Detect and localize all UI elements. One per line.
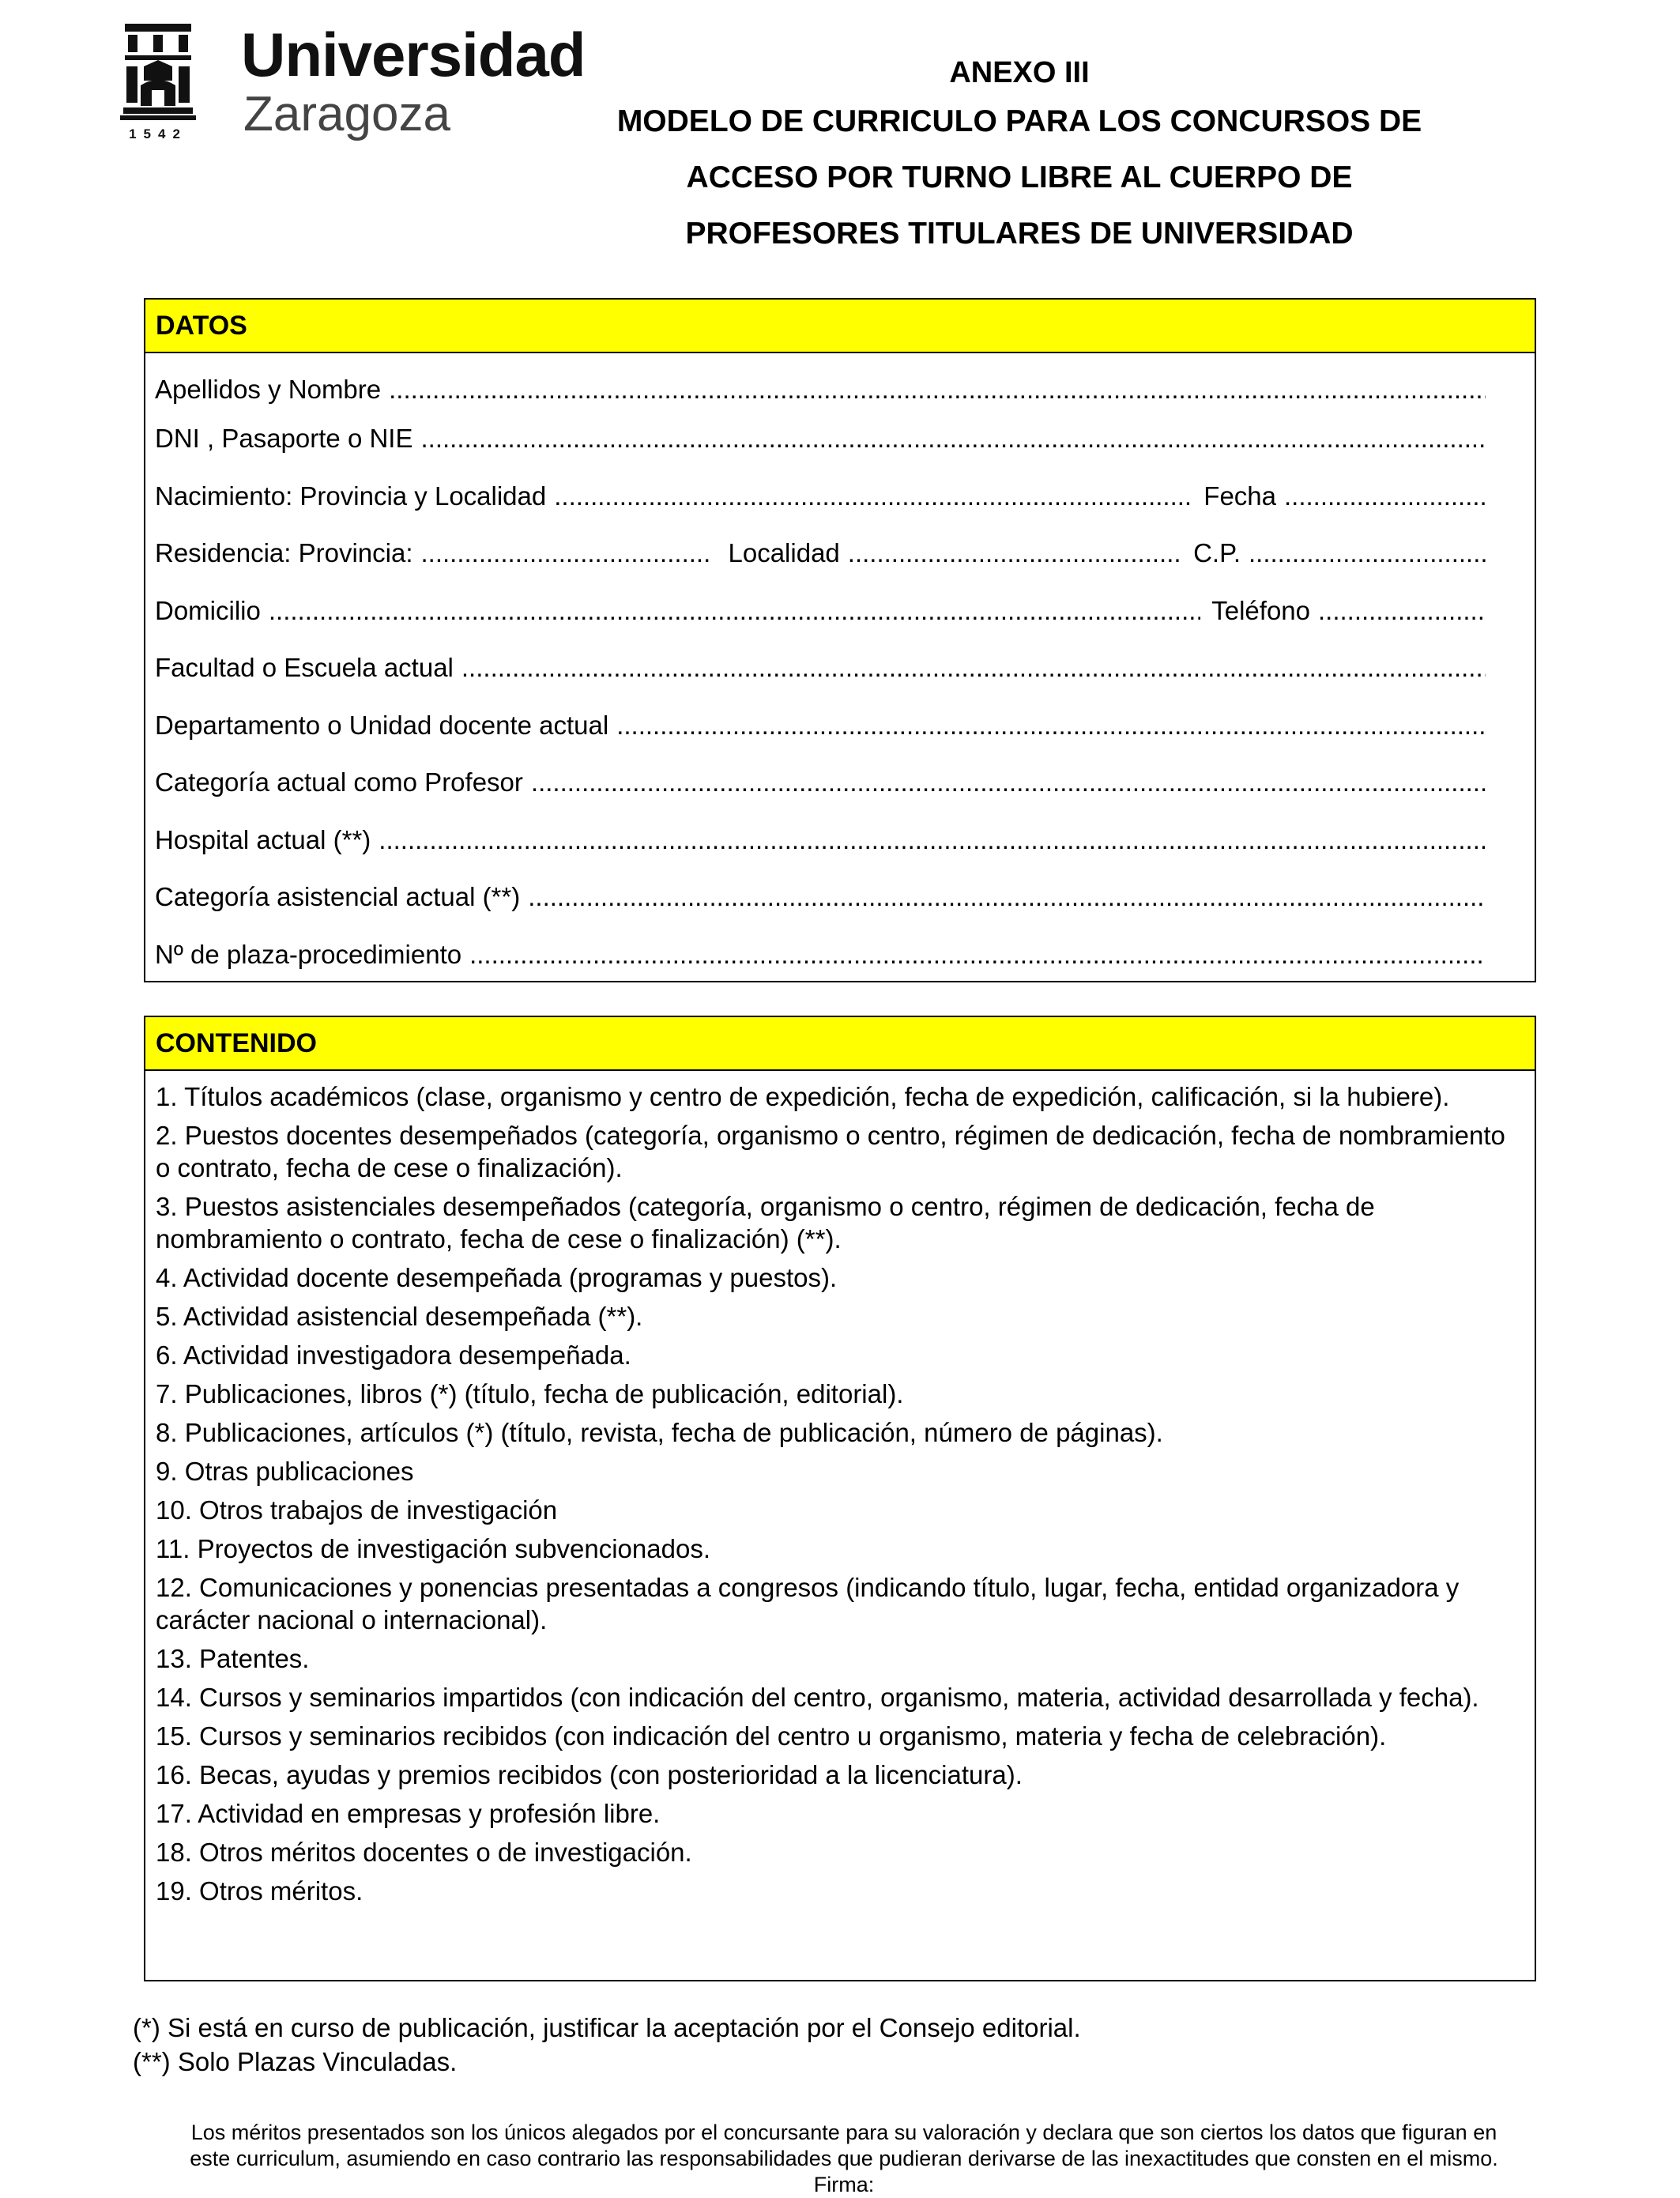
- list-item: 5. Actividad asistencial desempeñada (**).: [156, 1302, 643, 1331]
- fill-dots: [1318, 594, 1486, 628]
- list-item: 4. Actividad docente desempeñada (programas y puestos).: [156, 1263, 838, 1292]
- signature-label[interactable]: Firma:: [813, 2173, 875, 2196]
- contenido-section: [144, 1016, 1536, 1981]
- list-item: 3. Puestos asistenciales desempeñados (categoría, organismo o centro, régimen de dedicación, fecha de nombramiento o contrato, fecha de cese o finalización) (**).: [156, 1192, 1375, 1254]
- field-nacimiento[interactable]: [155, 480, 1486, 513]
- founding-year: 1542: [129, 126, 187, 141]
- footnote-publication: (*) Si está en curso de publicación, justificar la aceptación por el Consejo editorial.: [133, 2013, 1081, 2042]
- list-item: 16. Becas, ayudas y premios recibidos (con posterioridad a la licenciatura).: [156, 1760, 1023, 1789]
- list-item: 10. Otros trabajos de investigación: [156, 1495, 558, 1525]
- fill-dots: [269, 594, 1200, 628]
- field-label: Apellidos y Nombre: [155, 375, 382, 404]
- university-name: Universidad: [241, 20, 586, 89]
- field-label-localidad: Localidad: [728, 538, 840, 567]
- fill-dots: [528, 880, 1486, 914]
- annex-label: ANEXO III: [949, 56, 1090, 89]
- fill-dots: [616, 709, 1486, 742]
- field-nombre[interactable]: [155, 373, 1486, 406]
- field-label: Departamento o Unidad docente actual: [155, 711, 609, 740]
- field-label: Nacimiento: Provincia y Localidad: [155, 481, 547, 511]
- field-label: DNI , Pasaporte o NIE: [155, 424, 413, 453]
- fill-dots: [1284, 480, 1486, 513]
- field-hospital[interactable]: [155, 824, 1486, 857]
- fill-dots: [469, 938, 1486, 971]
- university-crest-icon: [120, 19, 196, 144]
- field-label: Nº de plaza-procedimiento: [155, 940, 462, 969]
- list-item: 6. Actividad investigadora desempeñada.: [156, 1340, 631, 1370]
- field-label-fecha: Fecha: [1203, 481, 1276, 511]
- disclaimer: [133, 2120, 1555, 2198]
- list-item: 8. Publicaciones, artículos (*) (título, revista, fecha de publicación, número de páginas).: [156, 1418, 1163, 1447]
- document-header: [506, 52, 1533, 262]
- list-item: 14. Cursos y seminarios impartidos (con indicación del centro, organismo, materia, actividad desarrollada y fecha).: [156, 1683, 1479, 1712]
- list-item: 1. Títulos académicos (clase, organismo y centro de expedición, fecha de expedición, calificación, si la hubiere).: [156, 1082, 1450, 1111]
- field-label-cp: C.P.: [1193, 538, 1241, 567]
- field-categoria-asistencial[interactable]: [155, 880, 1486, 914]
- list-item: 18. Otros méritos docentes o de investigación.: [156, 1838, 692, 1867]
- field-facultad[interactable]: [155, 651, 1486, 684]
- datos-heading: DATOS: [145, 300, 1535, 353]
- field-domicilio[interactable]: [155, 594, 1486, 628]
- title-line-1: MODELO DE CURRICULO PARA LOS CONCURSOS DE: [616, 104, 1422, 138]
- fill-dots: [554, 480, 1192, 513]
- fill-dots: [1249, 537, 1486, 570]
- university-city: Zaragoza: [243, 87, 450, 141]
- fill-dots: [389, 373, 1486, 406]
- list-item: 2. Puestos docentes desempeñados (categoría, organismo o centro, régimen de dedicación, fecha de nombramiento o contrato, fecha de cese o finalización).: [156, 1121, 1505, 1182]
- contenido-list: [156, 1080, 1519, 1913]
- field-label: Residencia: Provincia:: [155, 538, 413, 567]
- list-item: 15. Cursos y seminarios recibidos (con indicación del centro u organismo, materia y fecha de celebración).: [156, 1721, 1387, 1751]
- field-residencia[interactable]: [155, 537, 1486, 570]
- datos-section: [144, 298, 1536, 982]
- field-label: Hospital actual (**): [155, 825, 371, 854]
- list-item: 13. Patentes.: [156, 1644, 310, 1673]
- fill-dots: [420, 422, 1486, 455]
- field-label: Domicilio: [155, 596, 261, 625]
- list-item: 19. Otros méritos.: [156, 1876, 363, 1906]
- footnote-vinculadas: (**) Solo Plazas Vinculadas.: [133, 2047, 458, 2076]
- field-departamento[interactable]: [155, 709, 1486, 742]
- disclaimer-line-2: este curriculum, asumiendo en caso contrario las responsabilidades que pudieran derivarse de las inexactitudes que consten en el mismo.: [190, 2147, 1498, 2170]
- fill-dots: [421, 537, 710, 570]
- footnotes: [133, 2011, 1081, 2079]
- field-dni[interactable]: [155, 422, 1486, 455]
- fill-dots: [848, 537, 1182, 570]
- list-item: 7. Publicaciones, libros (*) (título, fecha de publicación, editorial).: [156, 1379, 904, 1408]
- fill-dots: [531, 766, 1486, 799]
- field-label: Categoría actual como Profesor: [155, 767, 523, 797]
- list-item: 17. Actividad en empresas y profesión libre.: [156, 1799, 661, 1828]
- list-item: 12. Comunicaciones y ponencias presentadas a congresos (indicando título, lugar, fecha, entidad organizadora y carácter nacional o internacional).: [156, 1573, 1460, 1634]
- list-item: 9. Otras publicaciones: [156, 1457, 414, 1486]
- disclaimer-line-1: Los méritos presentados son los únicos alegados por el concursante para su valoración y declara que son ciertos los datos que figuran en: [190, 2121, 1497, 2144]
- fill-dots: [461, 651, 1486, 684]
- fill-dots: [379, 824, 1486, 857]
- university-logo: [120, 19, 586, 144]
- field-label-telefono: Teléfono: [1211, 596, 1310, 625]
- list-item: 11. Proyectos de investigación subvencionados.: [156, 1534, 710, 1563]
- field-label: Categoría asistencial actual (**): [155, 882, 521, 911]
- title-line-3: PROFESORES TITULARES DE UNIVERSIDAD: [685, 217, 1354, 251]
- field-categoria[interactable]: [155, 766, 1486, 799]
- contenido-heading: CONTENIDO: [145, 1017, 1535, 1071]
- field-plaza[interactable]: [155, 938, 1486, 971]
- title-line-2: ACCESO POR TURNO LIBRE AL CUERPO DE: [686, 160, 1353, 194]
- field-label: Facultad o Escuela actual: [155, 653, 454, 682]
